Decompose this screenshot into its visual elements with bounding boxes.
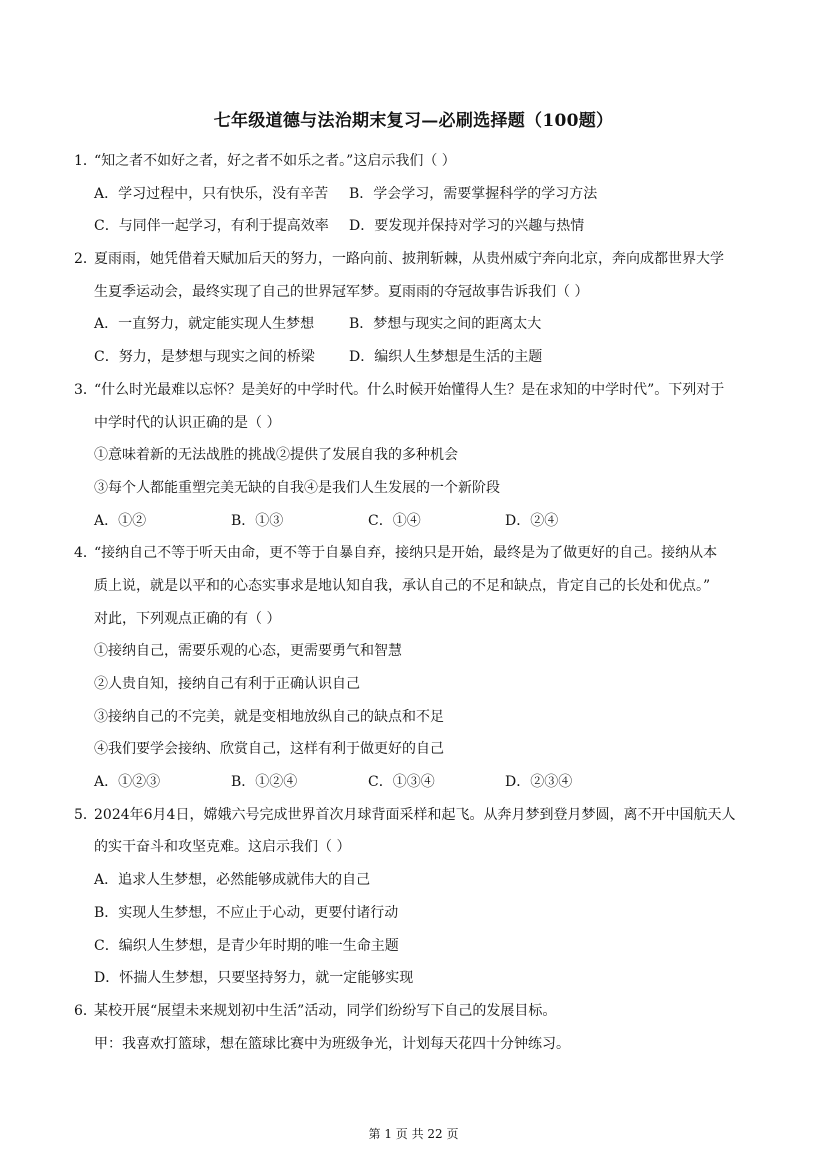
option-d: D．编织人生梦想是生活的主题 [349,349,543,366]
question-text-continued: 生夏季运动会，最终实现了自己的世界冠军梦。夏雨雨的夺冠故事告诉我们（ ） [94,283,589,300]
choice-d: D．②④ [505,512,559,529]
choice-b: B．①②④ [231,774,298,791]
question-5 [74,799,764,995]
statement-item: ①意味着新的无法战胜的挑战②提供了发展自我的多种机会 [94,447,458,464]
option-a: A．学习过程中，只有快乐，没有辛苦 [94,185,329,202]
question-number: 3． [74,381,97,398]
question-number: 5． [74,806,97,823]
option-b: B．梦想与现实之间的距离太大 [349,316,542,333]
choice-a: A．①② [94,512,147,529]
question-text: 夏雨雨，她凭借着天赋加后天的努力，一路向前、披荆斩棘，从贵州威宁奔向北京，奔向成都世界大学 [94,251,724,268]
choice-b: B．①③ [231,512,284,529]
question-text: “接纳自己不等于听天由命，更不等于自暴自弃，接纳只是开始，最终是为了做更好的自己。接纳从本 [94,545,718,562]
statement-item: ①接纳自己，需要乐观的心态，更需要勇气和智慧 [94,643,402,660]
page-title: 七年级道德与法治期末复习—必刷选择题（100题） [213,111,614,131]
question-stem [74,995,764,1028]
option-row [74,210,764,243]
question-text-continued: 的实干奋斗和攻坚克难。这启示我们（ ） [94,839,351,856]
question-stem [74,537,764,570]
option-b: B．实现人生梦想，不应止于心动，更要付诸行动 [94,904,399,921]
question-number: 6． [74,1002,97,1019]
option-c: C．努力，是梦想与现实之间的桥梁 [94,349,315,366]
question-text: “知之者不如好之者，好之者不如乐之者。”这启示我们（ ） [94,153,456,169]
question-stem [74,799,764,832]
statement-item: ②人贵自知，接纳自己有利于正确认识自己 [94,676,360,692]
question-list [74,145,764,1060]
question-stem [74,374,764,407]
choice-row [74,766,764,799]
statement-item: ③接纳自己的不完美，就是变相地放纵自己的缺点和不足 [94,708,444,725]
option-d: D．怀揣人生梦想，只要坚持努力，就一定能够实现 [94,970,414,987]
question-text-continued: 对此，下列观点正确的有（ ） [94,610,281,627]
question-stem [74,145,764,178]
statement-item: ④我们要学会接纳、欣赏自己，这样有利于做更好的自己 [94,741,444,758]
option-row [74,178,764,211]
option-c: C．编织人生梦想，是青少年时期的唯一生命主题 [94,937,399,954]
choice-row [74,505,764,538]
question-number: 1． [74,153,97,169]
question-3 [74,374,764,537]
question-number: 4． [74,545,97,562]
choice-d: D．②③④ [505,774,573,791]
question-text: 2024年6月4日，嫦娥六号完成世界首次月球背面采样和起飞。从奔月梦到登月梦圆，离不开中国航天人 [94,806,736,823]
question-4 [74,537,764,799]
statement-item: ③每个人都能重塑完美无缺的自我④是我们人生发展的一个新阶段 [94,479,500,496]
option-a: A．追求人生梦想，必然能够成就伟大的自己 [94,872,371,889]
question-stem [74,243,764,276]
option-d: D．要发现并保持对学习的兴趣与热情 [349,218,585,235]
question-number: 2． [74,251,97,268]
choice-c: C．①③④ [368,774,435,791]
question-1 [74,145,764,243]
question-2 [74,243,764,374]
option-b: B．学会学习，需要掌握科学的学习方法 [349,185,598,202]
option-row [74,308,764,341]
choice-c: C．①④ [368,512,421,529]
option-c: C．与同伴一起学习，有利于提高效率 [94,218,329,235]
question-6 [74,995,764,1060]
question-text: 某校开展“展望未来规划初中生活”活动，同学们纷纷写下自己的发展目标。 [94,1002,557,1019]
option-row [74,341,764,374]
question-text: “什么时光最难以忘怀？是美好的中学时代。什么时候开始懂得人生？是在求知的中学时代”。下列对于 [94,381,725,398]
question-text-continued: 中学时代的认识正确的是（ ） [94,414,281,431]
option-a: A．一直努力，就定能实现人生梦想 [94,316,315,333]
choice-a: A．①②③ [94,774,161,791]
page-footer: 第 1 页 共 22 页 [368,1127,459,1141]
question-text-continued: 质上说，就是以平和的心态实事求是地认知自我，承认自己的不足和缺点，肯定自己的长处和优点。” [94,577,711,594]
student-statement: 甲：我喜欢打篮球，想在篮球比赛中为班级争光，计划每天花四十分钟练习。 [94,1035,570,1052]
